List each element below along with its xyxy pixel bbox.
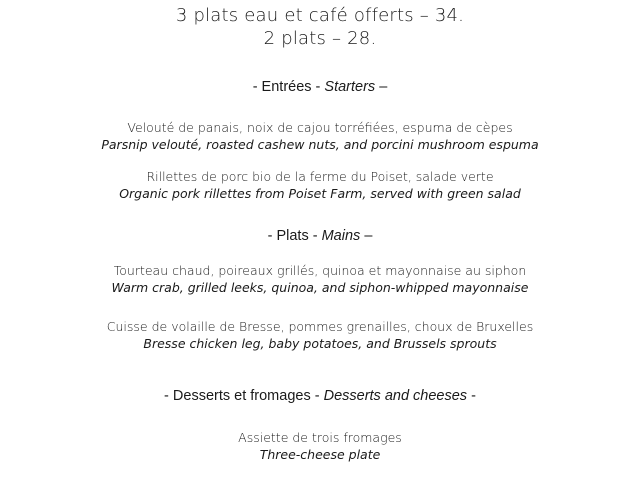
section-heading-en: Mains	[321, 228, 361, 244]
dish-french: Tourteau chaud, poireaux grillés, quinoa et mayonnaise au siphon	[113, 263, 527, 278]
section-heading-en: Desserts and cheeses	[323, 388, 468, 404]
section-heading-suffix: –	[379, 79, 388, 95]
dish-french: Rillettes de porc bio de la ferme du Poiset, salade verte	[146, 169, 494, 184]
section-heading-suffix: -	[471, 388, 476, 404]
section-heading-mains	[0, 228, 640, 244]
section-heading-fr: - Entrées -	[252, 79, 321, 95]
dish-english: Organic pork rillettes from Poiset Farm, served with green salad	[119, 186, 521, 201]
dish-english: Warm crab, grilled leeks, quinoa, and siphon-whipped mayonnaise	[111, 280, 529, 295]
dish-english: Bresse chicken leg, baby potatoes, and Brussels sprouts	[143, 336, 497, 351]
dish-english: Parsnip velouté, roasted cashew nuts, and porcini mushroom espuma	[101, 137, 539, 152]
offer-two-courses: 2 plats – 28.	[263, 28, 377, 49]
section-heading-en: Starters	[324, 79, 376, 95]
section-heading-fr: - Plats -	[267, 228, 318, 244]
offer-three-courses: 3 plats eau et café offerts – 34.	[175, 5, 465, 26]
section-heading-suffix: –	[364, 228, 373, 244]
section-heading-starters	[0, 79, 640, 95]
section-heading-fr: - Desserts et fromages -	[164, 388, 320, 404]
dish-french: Velouté de panais, noix de cajou torréfiées, espuma de cèpes	[127, 120, 513, 135]
section-heading-desserts	[0, 388, 640, 404]
dish-french: Assiette de trois fromages	[238, 430, 402, 445]
dish-english: Three-cheese plate	[259, 447, 381, 462]
dish-french: Cuisse de volaille de Bresse, pommes grenailles, choux de Bruxelles	[106, 319, 534, 334]
